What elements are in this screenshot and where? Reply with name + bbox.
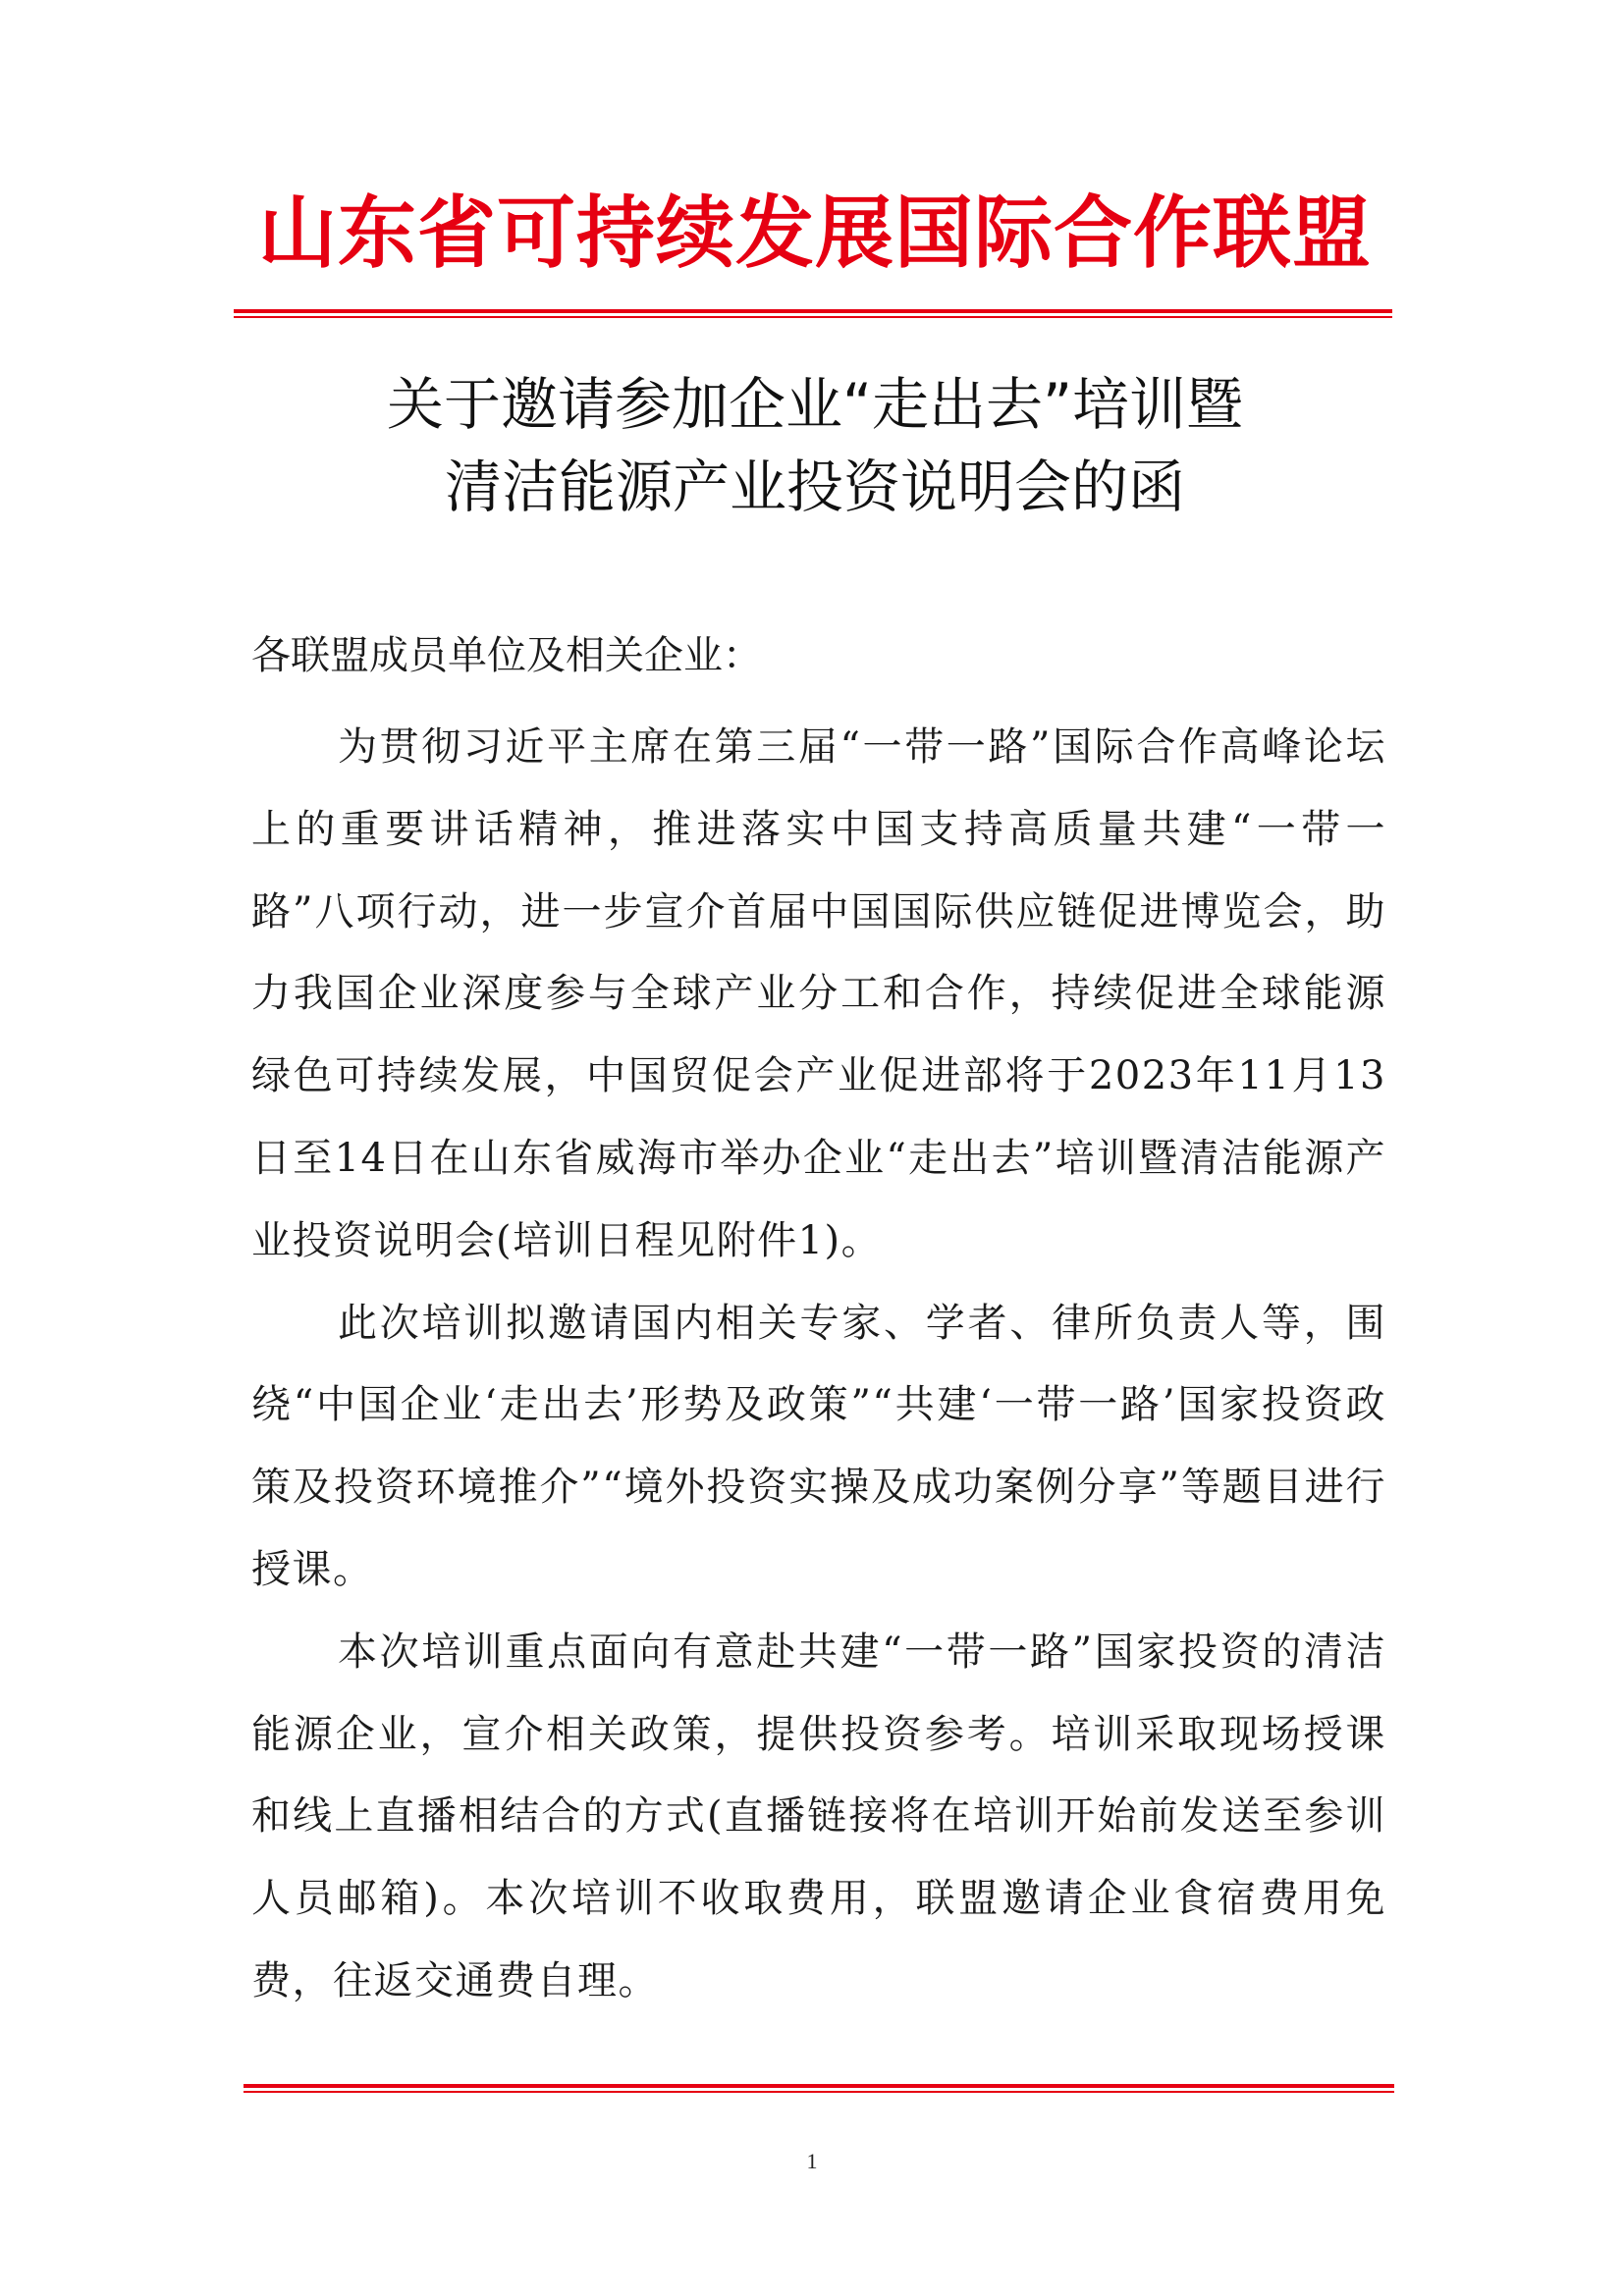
paragraph-2: 此次培训拟邀请国内相关专家、学者、律所负责人等，围绕“中国企业‘走出去’形势及政策”“共建‘一带一路’国家投资政策及投资环境推介”“境外投资实操及成功案例分享”等题目进行授课。 xyxy=(251,1300,1386,1592)
salutation: 各联盟成员单位及相关企业： xyxy=(251,633,762,678)
document-title-line-1: 关于邀请参加企业“走出去”培训暨 xyxy=(386,371,1244,438)
paragraph-3: 本次培训重点面向有意赴共建“一带一路”国家投资的清洁能源企业，宣介相关政策，提供投资参考。培训采取现场授课和线上直播相结合的方式(直播链接将在培训开始前发送至参训人员邮箱)。本次培训不收取费用，联盟邀请企业食宿费用免费，往返交通费自理。 xyxy=(251,1629,1386,2003)
letter-body xyxy=(251,707,1386,2023)
organization-header: 山东省可持续发展国际合作联盟 xyxy=(258,187,1372,279)
footer-divider-thick-line xyxy=(244,2084,1394,2088)
document-title xyxy=(236,363,1394,528)
paragraph-1: 为贯彻习近平主席在第三届“一带一路”国际合作高峰论坛上的重要讲话精神，推进落实中国支持高质量共建“一带一路”八项行动，进一步宣介首届中国国际供应链促进博览会，助力我国企业深度参与全球产业分工和合作，持续促进全球能源绿色可持续发展，中国贸促会产业促进部将于2023年11月13日至14日在山东省威海市举办企业“走出去”培训暨清洁能源产业投资说明会(培训日程见附件1)。 xyxy=(251,724,1386,1263)
header-divider-thin-line xyxy=(234,316,1392,318)
header-divider-thick-line xyxy=(234,309,1392,313)
footer-divider-thin-line xyxy=(244,2091,1394,2093)
document-title-line-2: 清洁能源产业投资说明会的函 xyxy=(444,454,1185,520)
page-number: 1 xyxy=(806,2149,818,2173)
